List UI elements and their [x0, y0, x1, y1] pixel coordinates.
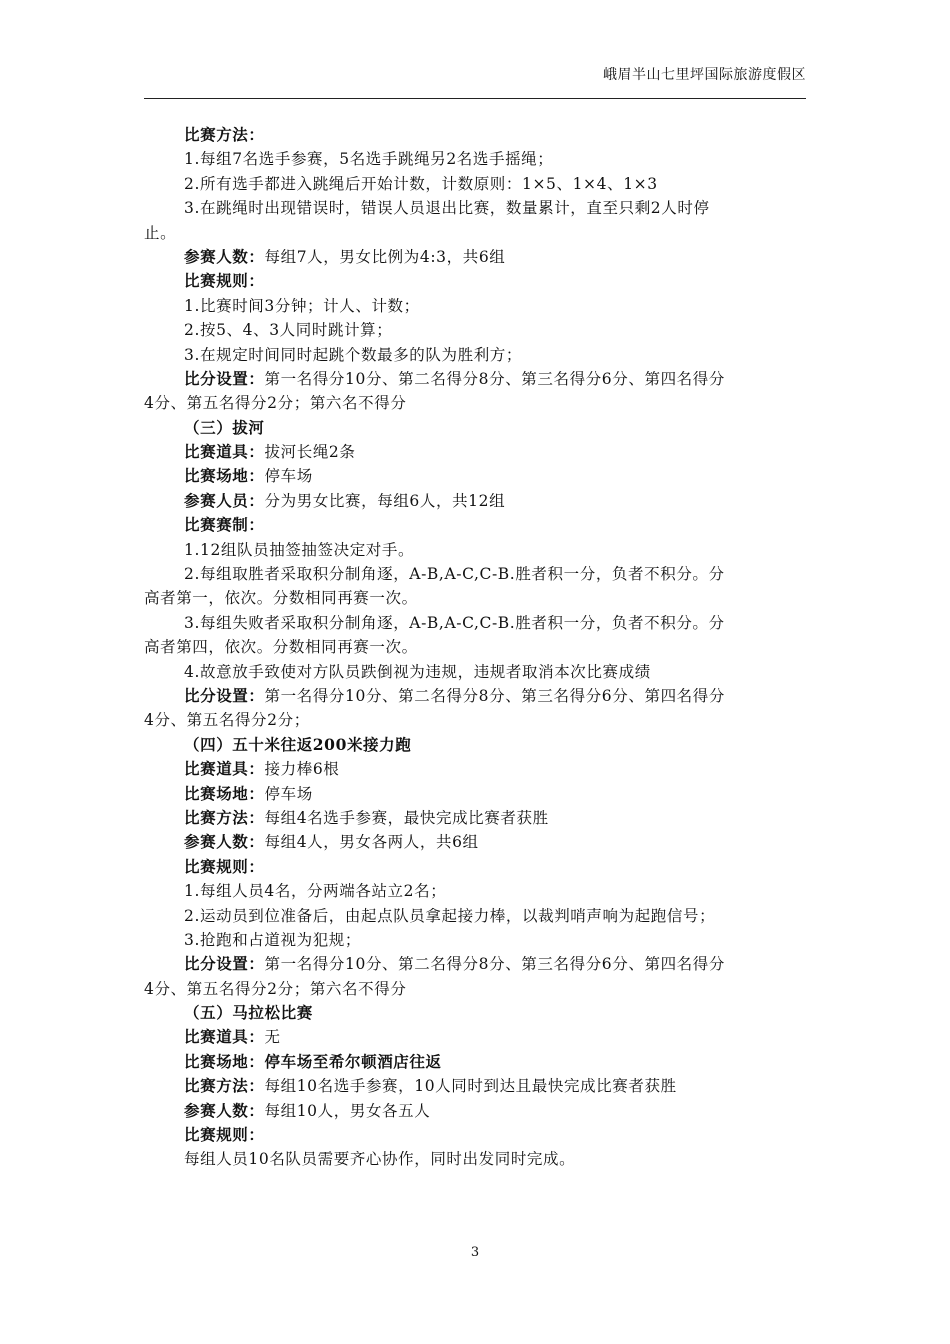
- line-text: 每组4名选手参赛，最快完成比赛者获胜: [264, 808, 549, 827]
- line-label: 比分设置：: [184, 368, 265, 388]
- text-line: [144, 782, 806, 806]
- line-label: 参赛人员：: [184, 490, 265, 510]
- text-line: [144, 928, 806, 952]
- line-label: 比赛道具：: [184, 442, 265, 462]
- line-text: 止。: [144, 223, 177, 242]
- line-text: 停车场: [264, 784, 313, 803]
- section-heading: [144, 1001, 806, 1025]
- text-line: [144, 1123, 806, 1147]
- text-line: [144, 904, 806, 928]
- text-line: [144, 318, 806, 342]
- text-line: [144, 977, 806, 1001]
- text-line: [144, 196, 806, 220]
- text-line: [144, 172, 806, 196]
- text-line: [144, 147, 806, 171]
- line-label: 比赛道具：: [184, 1027, 265, 1047]
- line-text: 2.每组取胜者采取积分制角逐，A-B,A-C,C-B.胜者积一分，负者不积分。分: [184, 565, 725, 584]
- text-line: [144, 660, 806, 684]
- text-line: [144, 830, 806, 854]
- line-text: 4分、第五名得分2分；第六名不得分: [144, 979, 407, 998]
- line-text: 高者第一，依次。分数相同再赛一次。: [144, 589, 418, 608]
- text-line: [144, 269, 806, 293]
- line-text: 拔河长绳2条: [264, 443, 356, 462]
- text-line: [144, 440, 806, 464]
- text-line: [144, 1147, 806, 1171]
- text-line: [144, 343, 806, 367]
- line-text: 2.按5、4、3人同时跳计算；: [184, 321, 393, 340]
- line-label: 比赛场地：停车场至希尔顿酒店往返: [184, 1051, 442, 1071]
- text-line: [144, 952, 806, 976]
- line-label: （五）马拉松比赛: [184, 1003, 313, 1023]
- line-text: 3.在跳绳时出现错误时，错误人员退出比赛，数量累计，直至只剩2人时停: [184, 199, 710, 218]
- line-text: 每组10人，男女各五人: [264, 1101, 431, 1120]
- line-text: 3.抢跑和占道视为犯规；: [184, 930, 361, 949]
- line-text: 高者第四，依次。分数相同再赛一次。: [144, 638, 418, 657]
- line-text: 第一名得分10分、第二名得分8分、第三名得分6分、第四名得分: [264, 686, 725, 705]
- text-line: [144, 1074, 806, 1098]
- line-text: 接力棒6根: [264, 760, 340, 779]
- text-line: [144, 757, 806, 781]
- text-line: [144, 684, 806, 708]
- line-text: 分为男女比赛，每组6人，共12组: [264, 491, 506, 510]
- text-line: [144, 391, 806, 415]
- text-line: [144, 464, 806, 488]
- line-text: 4分、第五名得分2分；第六名不得分: [144, 394, 407, 413]
- line-label: 比赛道具：: [184, 759, 265, 779]
- line-label: 比分设置：: [184, 685, 265, 705]
- text-line: [144, 367, 806, 391]
- line-text: 1.每组7名选手参赛，5名选手跳绳另2名选手摇绳；: [184, 150, 554, 169]
- line-text: 每组10名选手参赛，10人同时到达且最快完成比赛者获胜: [264, 1077, 677, 1096]
- line-text: 第一名得分10分、第二名得分8分、第三名得分6分、第四名得分: [264, 369, 725, 388]
- line-text: 停车场: [264, 467, 313, 486]
- text-line: [144, 221, 806, 245]
- line-text: 每组人员10名队员需要齐心协作，同时出发同时完成。: [184, 1150, 576, 1169]
- section-heading: [144, 733, 806, 757]
- text-line: [144, 1099, 806, 1123]
- line-text: 1.每组人员4名，分两端各站立2名；: [184, 882, 447, 901]
- line-label: 参赛人数：: [184, 1100, 265, 1120]
- text-line: [144, 489, 806, 513]
- text-line: [144, 611, 806, 635]
- text-line: [144, 879, 806, 903]
- line-label: 参赛人数：: [184, 832, 265, 852]
- line-text: 2.所有选手都进入跳绳后开始计数，计数原则：1×5、1×4、1×3: [184, 174, 658, 193]
- line-label: 比赛规则：: [184, 271, 265, 291]
- line-label: 比赛场地：: [184, 783, 265, 803]
- text-line: [144, 1025, 806, 1049]
- text-line: [144, 294, 806, 318]
- text-line: [144, 855, 806, 879]
- text-line: [144, 123, 806, 147]
- line-label: （三）拔河: [184, 417, 265, 437]
- line-label: 比赛规则：: [184, 856, 265, 876]
- line-label: 比赛赛制：: [184, 515, 265, 535]
- line-text: 1.比赛时间3分钟；计人、计数；: [184, 296, 420, 315]
- line-label: 比赛方法：: [184, 807, 265, 827]
- text-line: [144, 245, 806, 269]
- line-text: 1.12组队员抽签抽签决定对手。: [184, 540, 415, 559]
- line-text: 第一名得分10分、第二名得分8分、第三名得分6分、第四名得分: [264, 955, 725, 974]
- text-line: [144, 586, 806, 610]
- line-label: 比赛规则：: [184, 1125, 265, 1145]
- text-line: [144, 538, 806, 562]
- line-text: 4.故意放手致使对方队员跌倒视为违规，违规者取消本次比赛成绩: [184, 662, 651, 681]
- line-text: 无: [264, 1028, 281, 1047]
- text-line: [144, 708, 806, 732]
- text-line: [144, 806, 806, 830]
- line-text: 4分、第五名得分2分；: [144, 711, 310, 730]
- line-text: 每组7人，男女比例为4:3，共6组: [264, 247, 506, 266]
- header-divider: [144, 98, 806, 99]
- line-label: （四）五十米往返200米接力跑: [184, 734, 412, 754]
- line-label: 比分设置：: [184, 954, 265, 974]
- text-line: [144, 513, 806, 537]
- line-label: 比赛方法：: [184, 1076, 265, 1096]
- line-label: 比赛方法：: [184, 125, 265, 144]
- line-text: 2.运动员到位准备后，由起点队员拿起接力棒，以裁判哨声响为起跑信号；: [184, 906, 716, 925]
- line-text: 3.每组失败者采取积分制角逐，A-B,A-C,C-B.胜者积一分，负者不积分。分: [184, 613, 725, 632]
- text-line: [144, 562, 806, 586]
- line-text: 3.在规定时间同时起跳个数最多的队为胜利方；: [184, 345, 522, 364]
- line-text: 每组4人，男女各两人，共6组: [264, 833, 479, 852]
- line-label: 比赛场地：: [184, 466, 265, 486]
- text-line: [144, 635, 806, 659]
- section-heading: [144, 416, 806, 440]
- page-header-title: 峨眉半山七里坪国际旅游度假区: [603, 67, 806, 83]
- document-body: [144, 123, 806, 1172]
- page-number: 3: [470, 1245, 480, 1260]
- line-label: 参赛人数：: [184, 246, 265, 266]
- text-line: [144, 1050, 806, 1074]
